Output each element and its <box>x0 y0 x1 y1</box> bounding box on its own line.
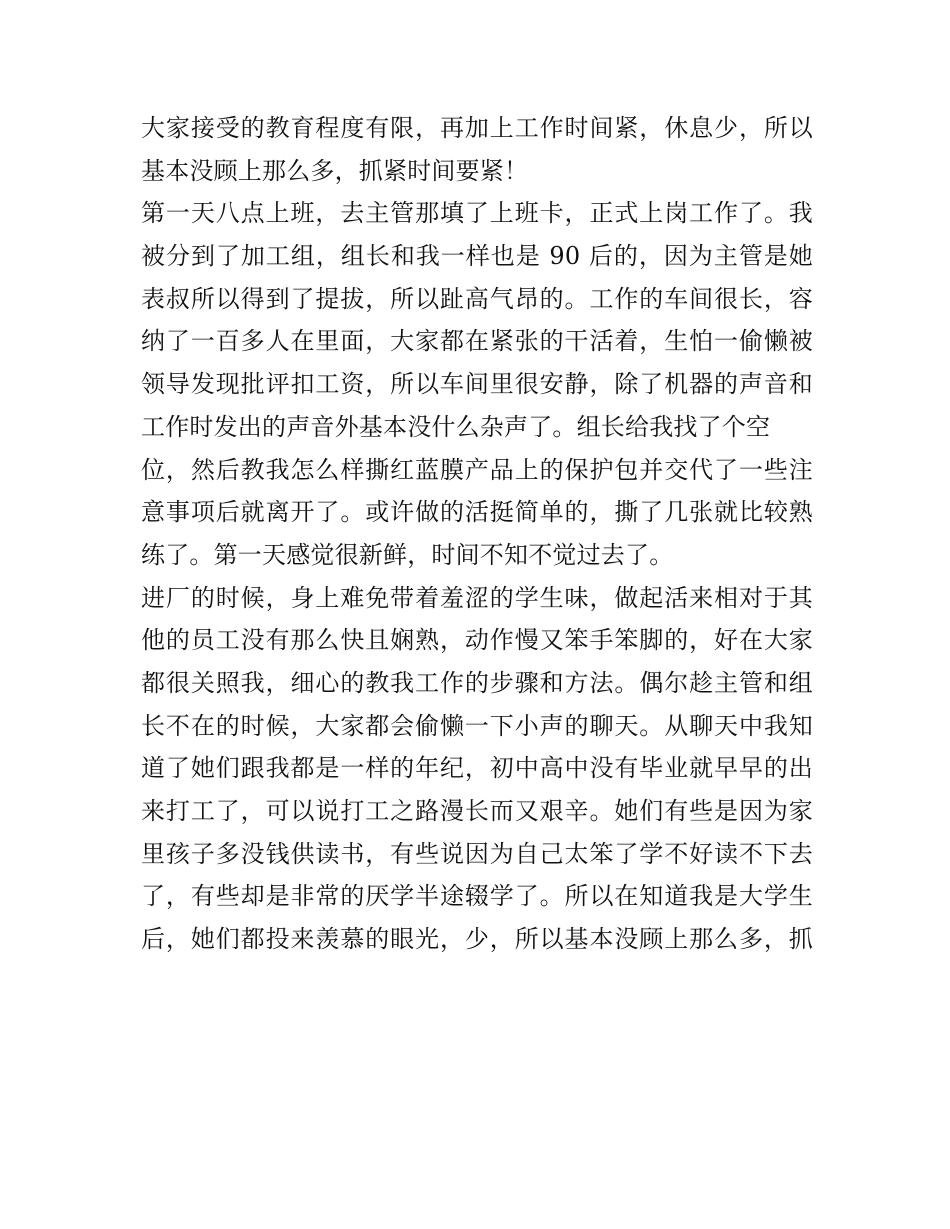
text-line: 来打工了，可以说打工之路漫长而又艰辛。她们有些是因为家 <box>141 797 813 825</box>
text-line: 工作时发出的声音外基本没什么杂声了。组长给我找了个空 <box>141 412 771 441</box>
text-line: 练了。第一天感觉很新鲜，时间不知不觉过去了。 <box>141 540 674 569</box>
text-line: 基本没顾上那么多，抓紧时间要紧！ <box>141 156 529 185</box>
text-line: 了，有些却是非常的厌学半途辍学了。所以在知道我是大学生 <box>141 882 813 911</box>
text-line: 进厂的时候，身上难免带着羞涩的学生味，做起活来相对于其 <box>141 583 813 612</box>
text-line: 后，她们都投来羡慕的眼光，少，所以基本没顾上那么多，抓 <box>141 925 813 954</box>
text-line: 意事项后就离开了。或许做的活挺简单的，撕了几张就比较熟 <box>141 498 813 527</box>
body-text <box>141 107 813 961</box>
text-line: 领导发现批评扣工资，所以车间里很安静，除了机器的声音和 <box>141 370 813 399</box>
text-line: 纳了一百多人在里面，大家都在紧张的干活着，生怕一偷懒被 <box>141 327 813 356</box>
text-line: 被分到了加工组，组长和我一样也是 90 后的，因为主管是她 <box>141 242 813 271</box>
text-line: 道了她们跟我都是一样的年纪，初中高中没有毕业就早早的出 <box>141 754 813 783</box>
text-line: 第一天八点上班，去主管那填了上班卡，正式上岗工作了。我 <box>141 199 813 228</box>
text-line: 他的员工没有那么快且娴熟，动作慢又笨手笨脚的，好在大家 <box>141 626 813 655</box>
text-line: 大家接受的教育程度有限，再加上工作时间紧，休息少，所以 <box>141 114 813 142</box>
text-line: 里孩子多没钱供读书，有些说因为自己太笨了学不好读不下去 <box>141 839 813 868</box>
text-line: 位，然后教我怎么样撕红蓝膜产品上的保护包并交代了一些注 <box>141 455 813 484</box>
text-line: 都很关照我，细心的教我工作的步骤和方法。偶尔趁主管和组 <box>141 668 813 697</box>
text-line: 长不在的时候，大家都会偷懒一下小声的聊天。从聊天中我知 <box>141 711 813 740</box>
text-line: 表叔所以得到了提拔，所以趾高气昂的。工作的车间很长，容 <box>141 284 813 313</box>
